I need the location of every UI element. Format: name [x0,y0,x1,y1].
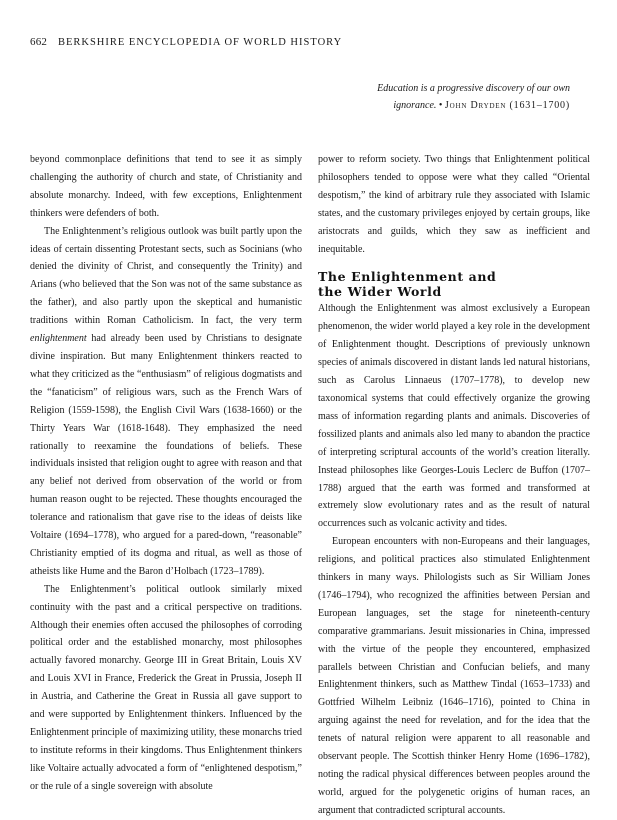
epigraph-bullet: • [438,100,443,111]
italic-term-enlightenment: enlightenment [30,333,87,345]
right-paragraph-2: Although the Enlightenment was almost exclusively a European phenomenon, the wider world played a key role in the development of Enlightenment thought. Descriptions of previously unknown species of animals discovered in distant lands led natural historians, such as Carolus Linnaeus (1707–1778), to develop new taxonomical systems that could effectively organize the growing mass of information regarding plants and animals. Discoveries of fossilized plants and animals also led many to abandon the practice of interpreting scriptural accounts of the world’s creation literally. Instead philosophes like Georges-Louis Leclerc de Buffon (1707–1788) argued that the earth was formed and transformed at extremely slow evolutionary rates and as the result of natural occurrences such as volcanic activity and tides. [318,303,590,530]
running-title: BERKSHIRE ENCYCLOPEDIA OF WORLD HISTORY [57,37,343,48]
right-column [318,151,590,820]
page-number: 662 [30,36,48,48]
section-heading [318,269,590,299]
epigraph [290,80,570,114]
epigraph-author: John Dryden (1631–1700) [444,100,570,111]
right-paragraph-1: power to reform society. Two things that Enlightenment political philosophers tended to oppose were what they called “Oriental despotism,” the kind of arbitrary rule they associated with Islamic states, and the customary privileges enjoyed by certain groups, like aristocrats and guilds, which they saw as inefficient and inequitable. [318,154,590,255]
section-heading-line2: the Wider World [318,284,442,300]
left-column [30,151,302,796]
left-paragraph-3: The Enlightenment’s political outlook similarly mixed continuity with the past and a critical perspective on traditions. Although their enemies often accused the philosophes of corroding political order and the established monarchy, most philosophes actually favored monarchy. George III in Great Britain, Louis XV and Louis XVI in France, Frederick the Great in Prussia, Joseph II in Austria, and Catherine the Great in Russia all gave support to and were supported by Enlightenment thinkers. Influenced by the Enlightenment principle of maximizing utility, these monarchs tried to institute reforms in their kingdoms. Thus Enlightenment thinkers like Voltaire actually advocated a form of “enlightened despotism,” or the rule of a single sovereign with absolute [30,583,302,792]
right-paragraph-3: European encounters with non-Europeans and their languages, religions, and political practices also stimulated Enlightenment thinkers in many ways. Philologists such as Sir William Jones (1746–1794), who recognized the affinities between Persian and European languages, set the stage for nineteenth-century comparative grammarians. Jesuit missionaries in China, impressed with the virtue of the people they encountered, emphasized parallels between Christian and Confucian beliefs, and many Enlightenment thinkers, such as Matthew Tindal (1653–1733) and Gottfried Wilhelm Leibniz (1646–1716), pointed to China in arguing against the need for revelation, and for the idea that the tenets of natural religion were apparent to all reasonable and observant people. The Scottish thinker Henry Home (1696–1782), noting the radical physical differences between peoples around the world, argued for the polygenetic origins of human races, an argument that contradicted scriptural accounts. [318,536,590,816]
running-header [30,36,590,50]
left-paragraph-2 [30,223,302,581]
epigraph-quote-line1: Education is a progressive discovery of our own [377,83,570,94]
left-paragraph-2-part-b: had already been used by Christians to designate divine inspiration. But many Enlightenment thinkers reacted to what they criticized as the “enthusiasm” of religious dogmatists and the “fanaticism” of religious wars, such as the French Wars of Religion (1559-1598), the English Civil Wars (1638-1660) or the Thirty Years War (1618-1648). They emphasized the need rationally to reexamine the foundations of beliefs. These individuals insisted that religion ought to agree with reason and that any belief not derived from observation of the world or from human reason ought to be rejected. These thoughts encouraged the tolerance and rationalism that gave rise to the ideas of deists like Voltaire (1694–1778), who argued for a pared-down, “reasonable” Christianity emptied of its dogma and ritual, as well as those of atheists like Hume and the Baron d’Holbach (1723–1789). [30,333,302,577]
left-paragraph-2-part-a: The Enlightenment’s religious outlook was built partly upon the ideas of certain dissenting Protestant sects, such as Socinians (who denied the divinity of Christ, and consequently the Trinity) and Arians (who believed that the Son was not of the same substance as the father), and also partly upon the skeptical and humanistic traditions within Roman Catholicism. In fact, the very term [30,225,302,327]
left-paragraph-1: beyond commonplace definitions that tend to see it as simply challenging the authority of church and state, of Christianity and absolute monarchy. Indeed, with few exceptions, Enlightenment thinkers were defenders of both. [30,154,302,219]
section-heading-line1: The Enlightenment and [318,269,497,285]
epigraph-quote-line2: ignorance. [393,100,437,111]
